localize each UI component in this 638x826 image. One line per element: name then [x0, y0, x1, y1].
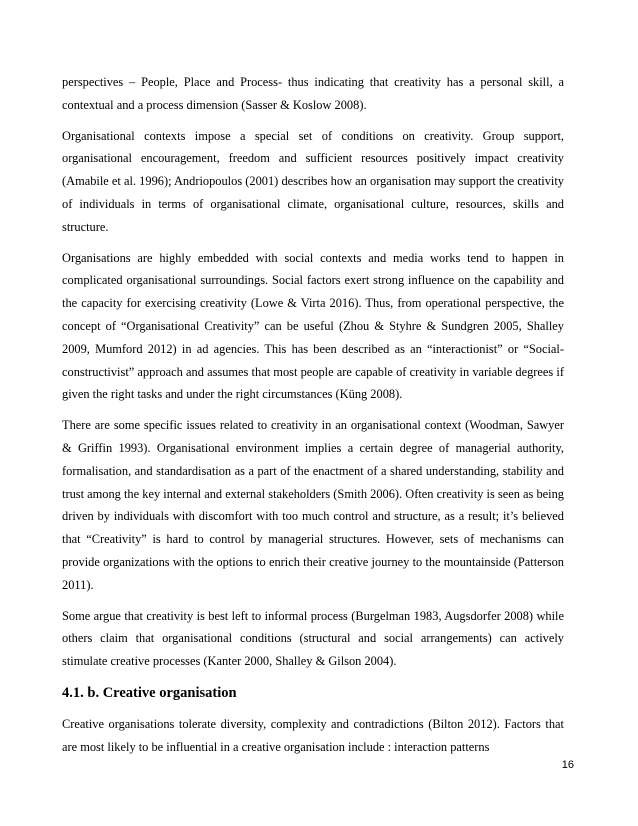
paragraph-spacer [62, 673, 564, 681]
paragraph: Organisations are highly embedded with social contexts and media works tend to happen in complicated organisational surroundings. Social factors exert strong influence on the capability and the capacity for exercising creativity (Lowe & Virta 2016). Thus, from operational perspective, the concept of “Organisational Creativity” can be useful (Zhou & Styhre & Sundgren 2005, Shalley 2009, Mumford 2012) in ad agencies. This has been described as an “interactionist” or “Social- constructivist” approach and assumes that most people are capable of creativity in variable degrees if given the right tasks and under the right circumstances (Küng 2008). [62, 250, 564, 402]
paragraph-spacer [62, 406, 564, 414]
paragraph-spacer [62, 239, 564, 247]
paragraph: perspectives – People, Place and Process- thus indicating that creativity has a personal skill, a contextual and a process dimension (Sasser & Koslow 2008). [62, 75, 564, 112]
page-number: 16 [561, 759, 574, 771]
paragraph: Some argue that creativity is best left to informal process (Burgelman 1983, Augsdorfer 2008) while others claim that organisational conditions (structural and social arrangements) can actively stimulate creative processes (Kanter 2000, Shalley & Gilson 2004). [62, 608, 564, 669]
paragraph-spacer [62, 117, 564, 125]
paragraph-spacer [62, 597, 564, 605]
paragraph: Creative organisations tolerate diversity, complexity and contradictions (Bilton 2012). Factors that are most likely to be influential in a creative organisation include : interaction patterns [62, 716, 564, 754]
section-heading: 4.1. b. Creative organisation [62, 684, 237, 701]
paragraph: There are some specific issues related to creativity in an organisational context (Woodman, Sawyer & Griffin 1993). Organisational environment implies a certain degree of managerial authority, formalisation, and standardisation as a part of the enactment of a shared understanding, stability and trust among the key internal and external stakeholders (Smith 2006). Often creativity is seen as being driven by individuals with discomfort with too much control and structure, as a result; it’s believed that “Creativity” is hard to control by managerial structures. However, sets of mechanisms can provide organizations with the options to enrich their creative journey to the mountainside (Patterson 2011). [62, 418, 564, 592]
paragraph: Organisational contexts impose a special set of conditions on creativity. Group support, organisational encouragement, freedom and sufficient resources positively impact creativity (Amabile et al. 1996); Andriopoulos (2001) describes how an organisation may support the creativity of individuals in terms of organisational climate, organisational culture, resources, skills and structure. [62, 128, 564, 234]
heading-spacer [62, 705, 564, 713]
page-body [62, 71, 564, 759]
